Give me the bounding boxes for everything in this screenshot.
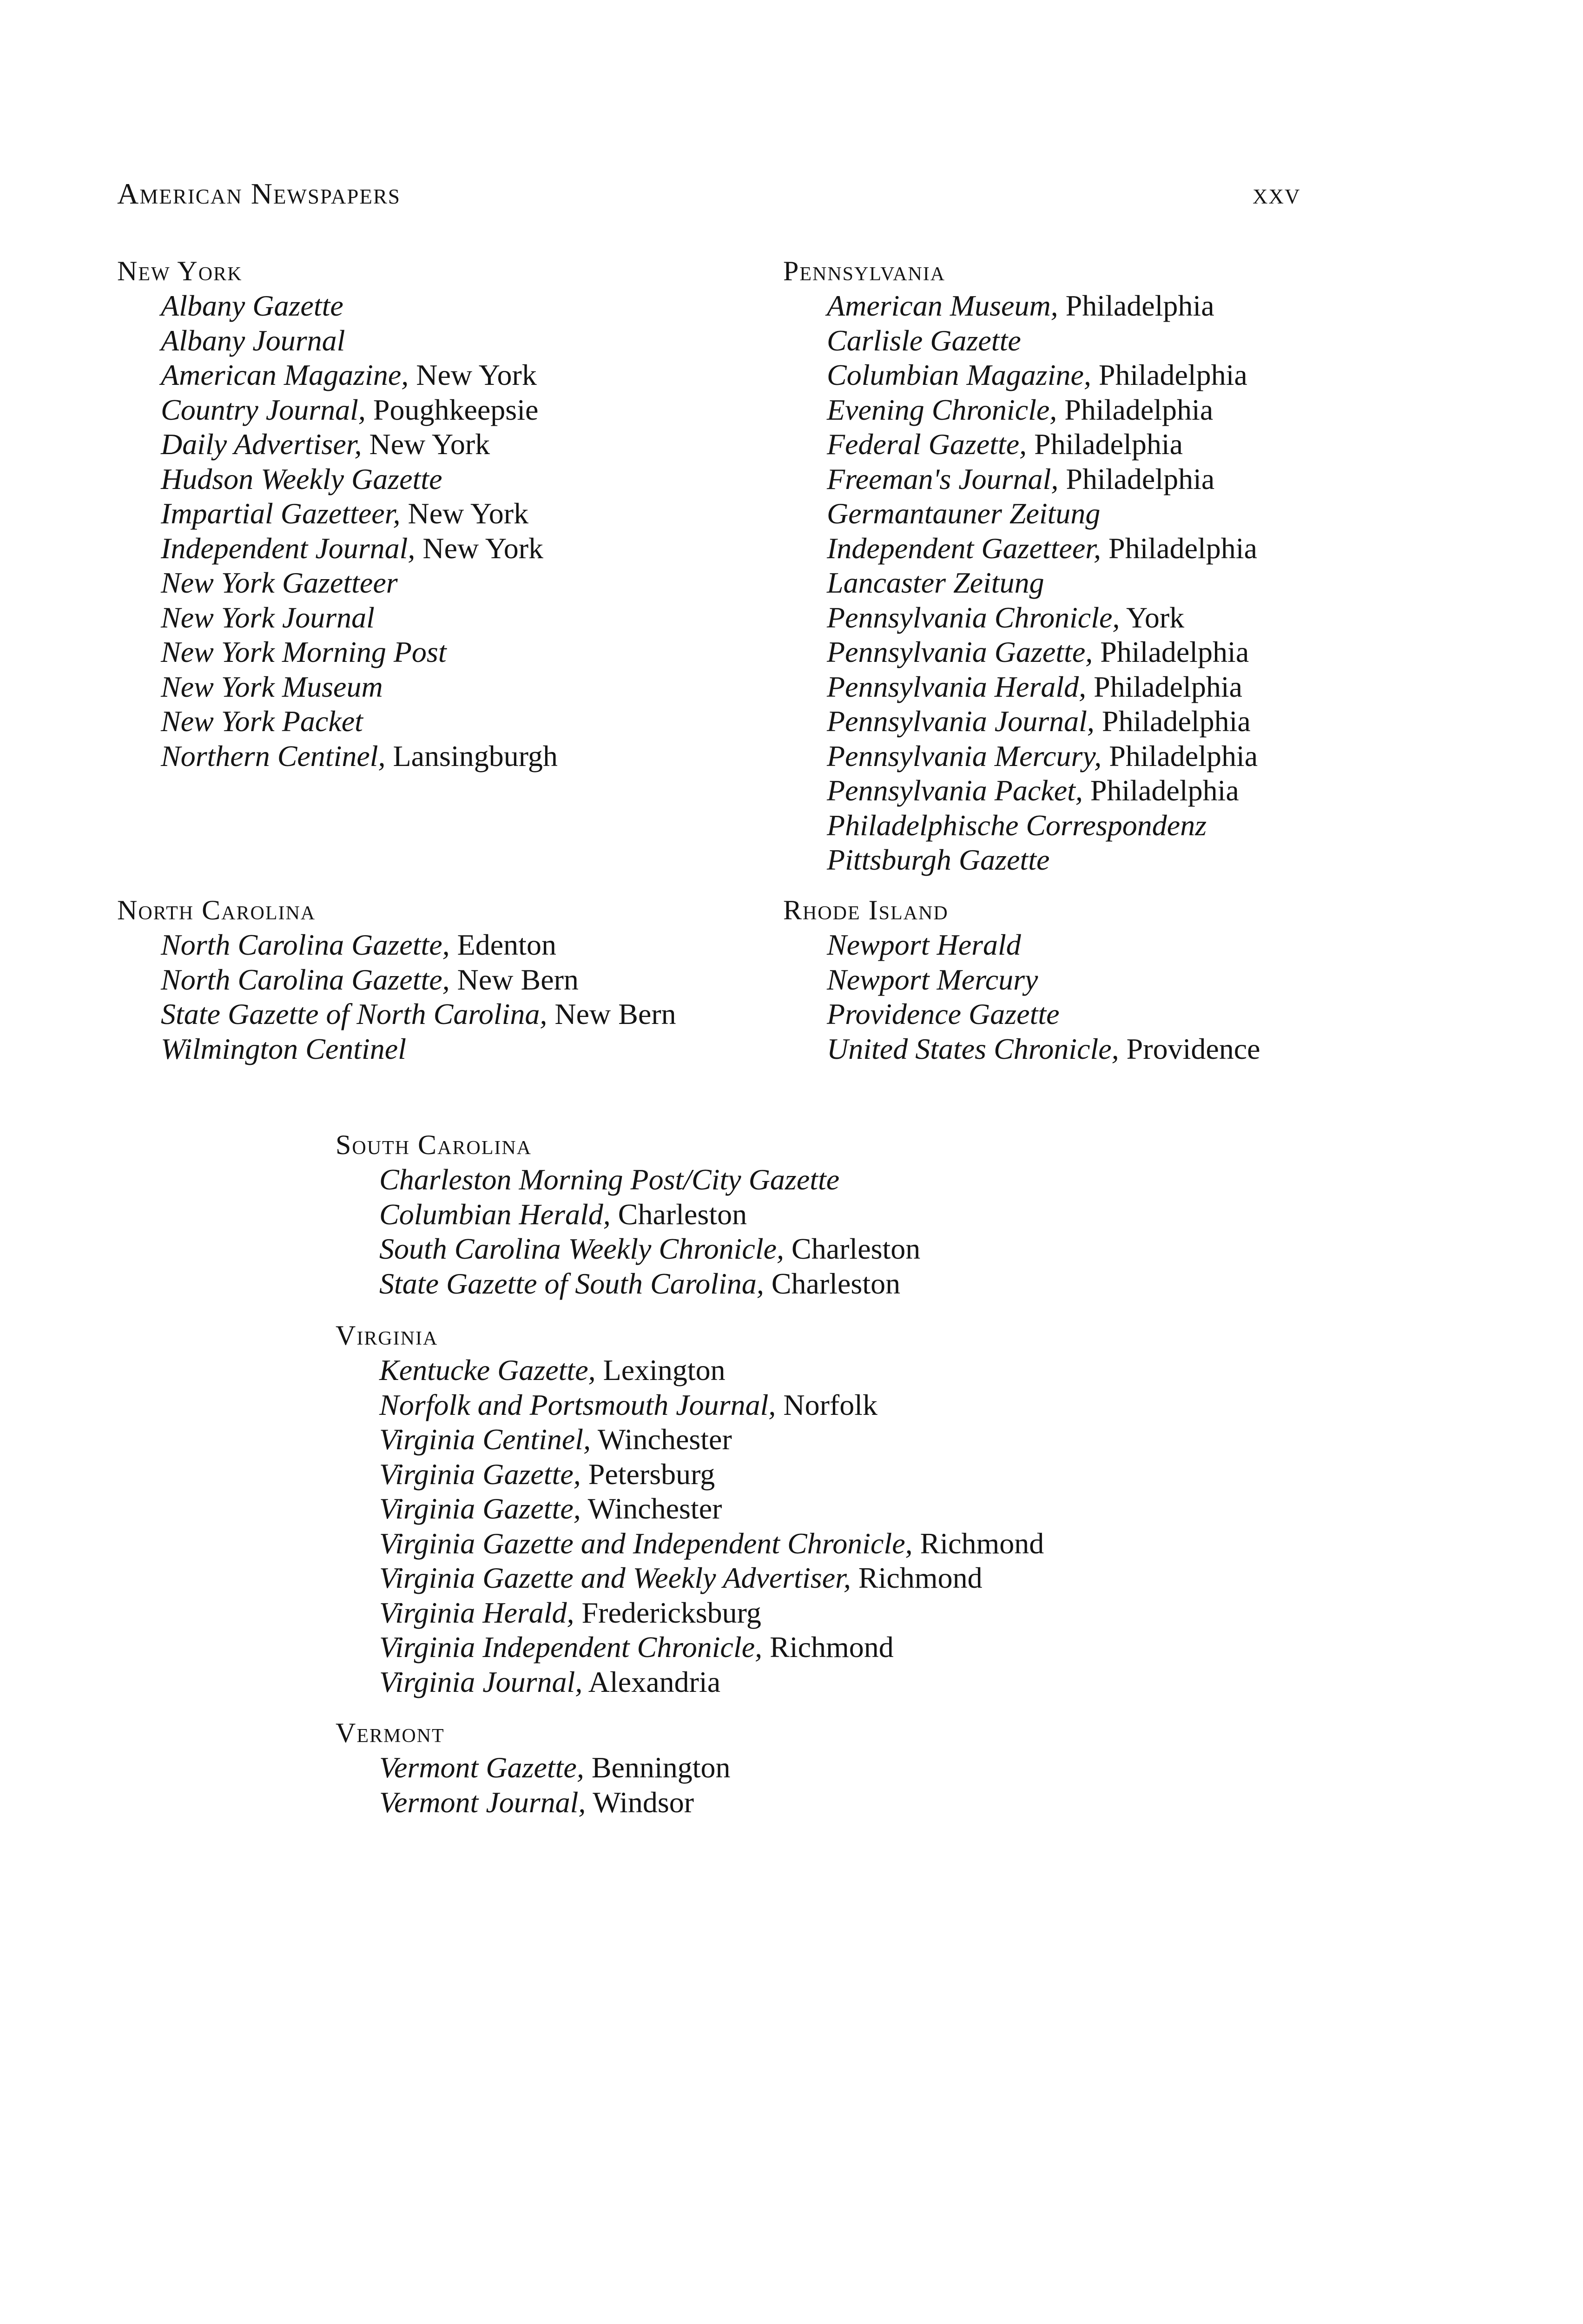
- newspaper-entry: [336, 1785, 730, 1820]
- page-number: xxv: [1253, 177, 1301, 210]
- newspaper-title: Albany Journal: [161, 324, 345, 357]
- newspaper-title: Country Journal,: [161, 393, 366, 426]
- newspaper-place: New Bern: [547, 997, 676, 1030]
- newspaper-title: Kentucke Gazette,: [379, 1353, 596, 1386]
- newspaper-entry: [117, 566, 558, 601]
- entry-list: [783, 289, 1258, 878]
- newspaper-place: New York: [415, 531, 543, 565]
- newspaper-place: Philadelphia: [1101, 531, 1257, 565]
- running-head-title: American Newspapers: [117, 177, 401, 210]
- newspaper-title: Pittsburgh Gazette: [827, 843, 1050, 876]
- newspaper-title: Providence Gazette: [827, 997, 1060, 1030]
- newspaper-place: Windsor: [586, 1785, 694, 1819]
- newspaper-title: North Carolina Gazette,: [161, 928, 450, 961]
- newspaper-title: Virginia Centinel,: [379, 1423, 591, 1456]
- newspaper-entry: [117, 601, 558, 635]
- newspaper-entry: [117, 462, 558, 497]
- newspaper-entry: [783, 496, 1258, 531]
- newspaper-title: Evening Chronicle,: [827, 393, 1057, 426]
- newspaper-place: Alexandria: [582, 1665, 721, 1698]
- newspaper-title: American Museum,: [827, 289, 1058, 322]
- newspaper-title: State Gazette of South Carolina,: [379, 1267, 764, 1300]
- state-heading: Pennsylvania: [783, 256, 946, 286]
- newspaper-place: Richmond: [851, 1561, 983, 1594]
- newspaper-title: Pennsylvania Journal,: [827, 705, 1095, 738]
- newspaper-entry: [117, 531, 558, 566]
- newspaper-entry: [783, 808, 1258, 843]
- newspaper-place: Edenton: [449, 928, 556, 961]
- newspaper-entry: [783, 324, 1258, 358]
- newspaper-title: Federal Gazette,: [827, 428, 1027, 461]
- newspaper-title: Northern Centinel,: [161, 739, 386, 772]
- newspaper-title: Independent Journal,: [161, 531, 416, 565]
- newspaper-place: Philadelphia: [1058, 289, 1214, 322]
- newspaper-title: Freeman's Journal,: [827, 462, 1059, 495]
- newspaper-title: Columbian Herald,: [379, 1197, 611, 1231]
- newspaper-title: Pennsylvania Herald,: [827, 670, 1087, 703]
- newspaper-title: Impartial Gazetteer,: [161, 497, 401, 530]
- newspaper-title: Daily Advertiser,: [161, 428, 362, 461]
- newspaper-entry: [117, 997, 676, 1032]
- newspaper-entry: [336, 1561, 1044, 1596]
- newspaper-title: Pennsylvania Packet,: [827, 774, 1083, 807]
- entry-list: [336, 1750, 730, 1820]
- newspaper-title: Virginia Gazette and Independent Chronicle,: [379, 1526, 913, 1560]
- newspaper-entry: [783, 670, 1258, 705]
- newspaper-place: Lansingburgh: [385, 739, 558, 772]
- newspaper-title: Columbian Magazine,: [827, 358, 1091, 391]
- state-heading: South Carolina: [336, 1129, 532, 1160]
- newspaper-entry: [117, 289, 558, 324]
- newspaper-title: Philadelphische Correspondenz: [827, 808, 1207, 842]
- newspaper-place: Philadelphia: [1093, 635, 1249, 668]
- newspaper-title: Wilmington Centinel: [161, 1032, 406, 1065]
- section-vermont: [336, 1715, 730, 1820]
- newspaper-entry: [783, 531, 1258, 566]
- newspaper-title: Vermont Gazette,: [379, 1751, 584, 1784]
- newspaper-entry: [783, 963, 1260, 997]
- newspaper-entry: [783, 393, 1258, 428]
- newspaper-place: Winchester: [591, 1423, 732, 1456]
- newspaper-place: Philadelphia: [1091, 358, 1247, 391]
- newspaper-place: New York: [400, 497, 529, 530]
- newspaper-place: Philadelphia: [1082, 774, 1239, 807]
- newspaper-place: Philadelphia: [1086, 670, 1243, 703]
- newspaper-place: Bennington: [584, 1751, 731, 1784]
- newspaper-entry: [117, 496, 558, 531]
- section-virginia: [336, 1318, 1044, 1699]
- newspaper-entry: [336, 1197, 920, 1232]
- newspaper-place: Richmond: [912, 1526, 1044, 1560]
- newspaper-title: Pennsylvania Mercury,: [827, 739, 1102, 772]
- newspaper-place: Richmond: [762, 1631, 894, 1664]
- newspaper-title: North Carolina Gazette,: [161, 963, 450, 996]
- newspaper-title: Virginia Herald,: [379, 1596, 574, 1629]
- entry-list: [336, 1162, 920, 1301]
- newspaper-place: Lexington: [595, 1353, 726, 1386]
- newspaper-entry: [336, 1388, 1044, 1423]
- newspaper-entry: [783, 427, 1258, 462]
- section-new-york: [117, 253, 558, 773]
- newspaper-entry: [783, 601, 1258, 635]
- newspaper-entry: [117, 635, 558, 670]
- newspaper-title: New York Morning Post: [161, 635, 447, 668]
- newspaper-title: Pennsylvania Gazette,: [827, 635, 1093, 668]
- newspaper-entry: [336, 1750, 730, 1785]
- newspaper-place: Philadelphia: [1057, 393, 1214, 426]
- newspaper-title: Charleston Morning Post/City Gazette: [379, 1163, 840, 1196]
- newspaper-title: Virginia Journal,: [379, 1665, 583, 1698]
- newspaper-title: New York Gazetteer: [161, 566, 398, 599]
- newspaper-place: New York: [409, 358, 537, 391]
- entry-list: [117, 928, 676, 1066]
- newspaper-place: Charleston: [784, 1232, 921, 1265]
- newspaper-title: Lancaster Zeitung: [827, 566, 1044, 599]
- newspaper-entry: [336, 1665, 1044, 1700]
- newspaper-place: Fredericksburg: [574, 1596, 761, 1629]
- newspaper-entry: [117, 739, 558, 774]
- newspaper-entry: [336, 1267, 920, 1301]
- state-heading: New York: [117, 256, 243, 286]
- newspaper-title: South Carolina Weekly Chronicle,: [379, 1232, 784, 1265]
- newspaper-place: Norfolk: [776, 1388, 877, 1421]
- newspaper-entry: [117, 928, 676, 963]
- newspaper-place: Petersburg: [580, 1457, 715, 1491]
- newspaper-entry: [783, 773, 1258, 808]
- newspaper-title: Virginia Gazette and Weekly Advertiser,: [379, 1561, 851, 1594]
- newspaper-entry: [783, 704, 1258, 739]
- newspaper-title: Virginia Gazette,: [379, 1492, 581, 1525]
- newspaper-title: Vermont Journal,: [379, 1785, 586, 1819]
- newspaper-title: Newport Mercury: [827, 963, 1038, 996]
- state-heading: Vermont: [336, 1717, 445, 1748]
- newspaper-entry: [117, 1032, 676, 1067]
- newspaper-entry: [336, 1162, 920, 1197]
- newspaper-place: Philadelphia: [1027, 428, 1183, 461]
- newspaper-place: New York: [362, 428, 490, 461]
- newspaper-title: Virginia Gazette,: [379, 1457, 581, 1491]
- section-south-carolina: [336, 1127, 920, 1301]
- newspaper-entry: [117, 393, 558, 428]
- newspaper-entry: [336, 1457, 1044, 1492]
- section-pennsylvania: [783, 253, 1258, 878]
- newspaper-entry: [336, 1492, 1044, 1526]
- newspaper-title: Albany Gazette: [161, 289, 343, 322]
- newspaper-title: Carlisle Gazette: [827, 324, 1021, 357]
- section-north-carolina: [117, 892, 676, 1066]
- newspaper-entry: [336, 1422, 1044, 1457]
- newspaper-title: Pennsylvania Chronicle,: [827, 601, 1120, 634]
- state-heading: Virginia: [336, 1320, 438, 1351]
- newspaper-entry: [783, 1032, 1260, 1067]
- newspaper-entry: [117, 704, 558, 739]
- newspaper-title: New York Packet: [161, 705, 363, 738]
- newspaper-entry: [783, 635, 1258, 670]
- state-heading: North Carolina: [117, 895, 316, 925]
- newspaper-place: Charleston: [610, 1197, 747, 1231]
- newspaper-entry: [783, 928, 1260, 963]
- newspaper-entry: [117, 427, 558, 462]
- newspaper-title: Hudson Weekly Gazette: [161, 462, 442, 495]
- newspaper-place: Charleston: [764, 1267, 901, 1300]
- newspaper-entry: [336, 1630, 1044, 1665]
- newspaper-title: New York Museum: [161, 670, 383, 703]
- entry-list: [336, 1353, 1044, 1699]
- newspaper-title: Virginia Independent Chronicle,: [379, 1631, 763, 1664]
- newspaper-place: Philadelphia: [1094, 705, 1251, 738]
- state-heading: Rhode Island: [783, 895, 949, 925]
- newspaper-place: New Bern: [449, 963, 579, 996]
- newspaper-title: Germantauner Zeitung: [827, 497, 1101, 530]
- newspaper-title: United States Chronicle,: [827, 1032, 1119, 1065]
- newspaper-entry: [783, 358, 1258, 393]
- newspaper-entry: [117, 670, 558, 705]
- newspaper-title: American Magazine,: [161, 358, 409, 391]
- newspaper-place: York: [1120, 601, 1185, 634]
- newspaper-place: Philadelphia: [1102, 739, 1258, 772]
- newspaper-entry: [117, 963, 676, 997]
- section-rhode-island: [783, 892, 1260, 1066]
- newspaper-entry: [336, 1596, 1044, 1631]
- newspaper-place: Winchester: [580, 1492, 722, 1525]
- newspaper-place: Philadelphia: [1058, 462, 1215, 495]
- newspaper-title: New York Journal: [161, 601, 375, 634]
- entry-list: [117, 289, 558, 773]
- newspaper-entry: [783, 566, 1258, 601]
- newspaper-entry: [783, 462, 1258, 497]
- newspaper-place: Poughkeepsie: [365, 393, 539, 426]
- newspaper-place: Providence: [1119, 1032, 1260, 1065]
- newspaper-entry: [783, 997, 1260, 1032]
- newspaper-entry: [783, 289, 1258, 324]
- newspaper-title: Newport Herald: [827, 928, 1021, 961]
- newspaper-entry: [117, 324, 558, 358]
- newspaper-entry: [336, 1526, 1044, 1561]
- entry-list: [783, 928, 1260, 1066]
- newspaper-entry: [336, 1353, 1044, 1388]
- newspaper-entry: [117, 358, 558, 393]
- newspaper-title: Independent Gazetteer,: [827, 531, 1102, 565]
- newspaper-entry: [336, 1232, 920, 1267]
- newspaper-entry: [783, 843, 1258, 878]
- newspaper-title: Norfolk and Portsmouth Journal,: [379, 1388, 776, 1421]
- newspaper-entry: [783, 739, 1258, 774]
- newspaper-title: State Gazette of North Carolina,: [161, 997, 547, 1030]
